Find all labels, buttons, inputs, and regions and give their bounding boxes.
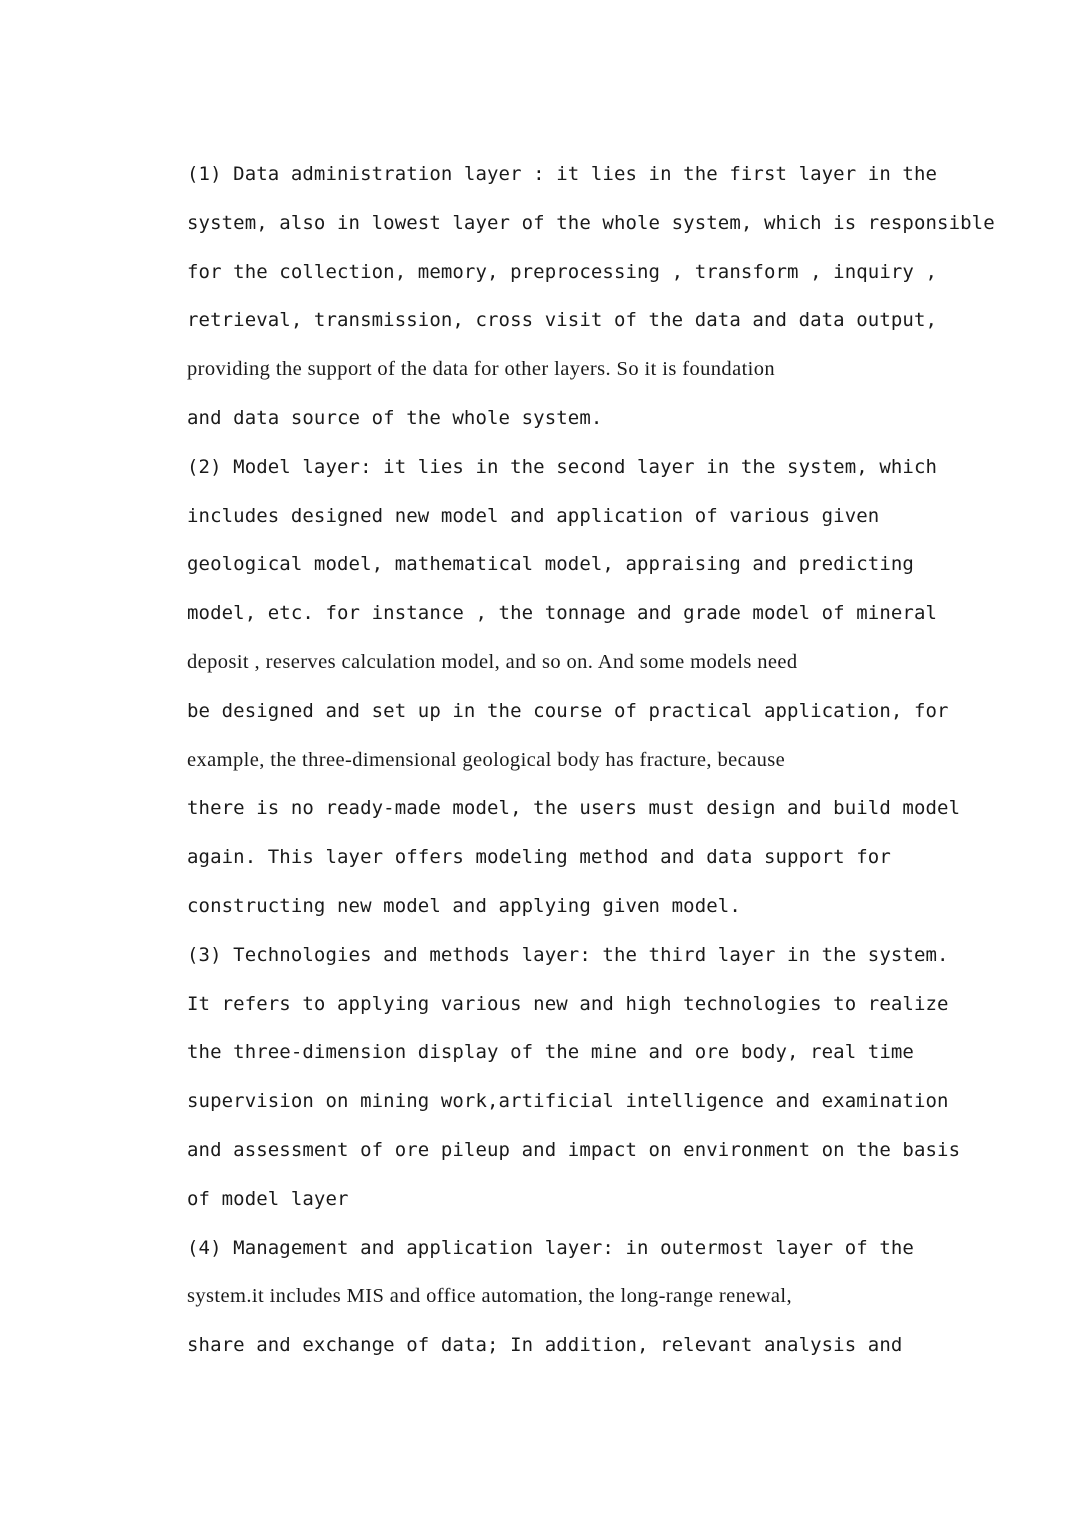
text-line: and assessment of ore pileup and impact on environment on the basis [187, 1138, 961, 1161]
text-line: model, etc. for instance , the tonnage and grade model of mineral [187, 602, 938, 625]
text-line: for the collection, memory, preprocessing , transform , inquiry , [187, 260, 938, 283]
text-line: again. This layer offers modeling method and data support for [187, 846, 891, 869]
text-line: of model layer [187, 1187, 349, 1210]
text-line: system.it includes MIS and office automation, the long-range renewal, [187, 1285, 793, 1308]
text-line: It refers to applying various new and high technologies to realize [187, 992, 949, 1015]
text-line: deposit , reserves calculation model, and so on. And some models need [187, 650, 798, 673]
text-line: geological model, mathematical model, appraising and predicting [187, 553, 914, 576]
text-line: includes designed new model and application of various given [187, 504, 880, 527]
text-line: and data source of the whole system. [187, 406, 603, 429]
text-line: constructing new model and applying given model. [187, 894, 741, 917]
text-line: (2) Model layer: it lies in the second layer in the system, which [187, 455, 938, 478]
text-line: (3) Technologies and methods layer: the third layer in the system. [187, 943, 949, 966]
text-line: there is no ready-made model, the users must design and build model [187, 797, 961, 820]
text-line: be designed and set up in the course of practical application, for [187, 699, 949, 722]
text-line: the three-dimension display of the mine and ore body, real time [187, 1041, 914, 1064]
text-line: (1) Data administration layer : it lies in the first layer in the [187, 163, 938, 185]
text-line: system, also in lowest layer of the whole system, which is responsible [187, 211, 995, 234]
text-line: share and exchange of data; In addition, relevant analysis and [187, 1334, 903, 1357]
text-line: example, the three-dimensional geological body has fracture, because [187, 748, 786, 771]
text-line: retrieval, transmission, cross visit of the data and data output, [187, 309, 938, 332]
text-line: providing the support of the data for other layers. So it is foundation [187, 358, 776, 381]
text-line: supervision on mining work,artificial intelligence and examination [187, 1090, 949, 1113]
body-text [187, 150, 995, 1370]
text-line: (4) Management and application layer: in outermost layer of the [187, 1236, 914, 1259]
